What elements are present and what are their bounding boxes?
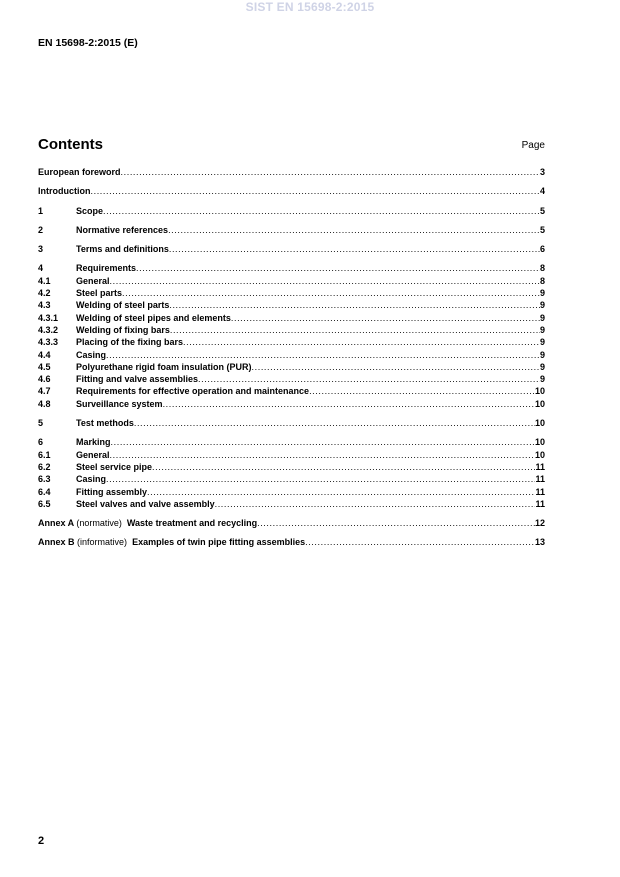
toc-entry-page: 10 [534,418,545,429]
toc-entry-4-4[interactable] [38,349,545,361]
toc-entry-number: 4.6 [38,374,51,385]
toc-leader-dots [163,398,535,410]
toc-entry-number: 6 [38,437,44,448]
toc-leader-dots [169,243,540,255]
toc-entry-6[interactable] [38,436,545,448]
annex-qualifier: (informative) [77,537,128,548]
toc-entry-title: Terms and definitions [76,244,169,255]
toc-entry-number: 6.5 [38,498,51,509]
toc-entry-number: 4.3 [38,300,51,311]
toc-entry-introduction[interactable] [38,185,545,197]
toc-leader-dots [110,275,540,287]
toc-leader-dots [106,349,540,361]
toc-entry-number: 4.5 [38,361,51,372]
document-identifier: EN 15698-2:2015 (E) [38,37,138,49]
toc-entry-title: Placing of the fixing bars [76,337,184,348]
toc-entry-4[interactable] [38,262,545,274]
toc-entry-title: Steel parts [76,288,123,299]
toc-entry-page: 11 [535,474,545,485]
toc-entry-page: 9 [539,288,545,299]
toc-entry-6-1[interactable] [38,449,545,461]
toc-entry-6-2[interactable] [38,461,545,473]
toc-entry-page: 11 [535,486,545,497]
toc-entry-4-1[interactable] [38,275,545,287]
toc-entry-number: 6.2 [38,461,51,472]
toc-entry-page: 9 [539,349,545,360]
toc-entry-page: 9 [539,300,545,311]
toc-leader-dots [91,185,540,197]
table-of-contents [38,166,545,549]
toc-entry-4-8[interactable] [38,398,545,410]
contents-heading: Contents [38,136,103,153]
page-column-label: Page [521,140,545,151]
toc-entry-6-4[interactable] [38,486,545,498]
toc-entry-4-3-2[interactable] [38,324,545,336]
toc-entry-4-3-3[interactable] [38,336,545,348]
toc-entry-4-7[interactable] [38,385,545,397]
toc-leader-dots [252,361,540,373]
toc-entry-number: 2 [38,224,44,235]
toc-entry-number: 4.3.1 [38,312,59,323]
toc-entry-number: 5 [38,418,44,429]
toc-leader-dots [305,536,535,548]
toc-entry-page: 8 [539,275,545,286]
toc-entry-title: Requirements for effective operation and maintenance [76,386,310,397]
toc-entry-number: 6.4 [38,486,51,497]
toc-entry-4-6[interactable] [38,373,545,385]
toc-entry-title: General [76,275,110,286]
toc-entry-title: Marking [76,437,111,448]
toc-entry-page: 9 [539,337,545,348]
toc-entry-page: 12 [534,518,545,529]
toc-leader-dots [183,336,540,348]
toc-entry-number: 4.3.3 [38,337,59,348]
toc-entry-title [38,536,305,548]
toc-entry-number: 4.7 [38,386,51,397]
toc-entry-3[interactable] [38,243,545,255]
annex-title: Examples of twin pipe fitting assemblies [132,537,306,548]
toc-entry-title: Welding of steel parts [76,300,170,311]
toc-entry-number: 4.4 [38,349,51,360]
watermark: SIST EN 15698-2:2015 [245,0,375,14]
toc-entry-page: 13 [534,537,545,548]
toc-entry-page: 6 [539,244,545,255]
toc-entry-4-2[interactable] [38,287,545,299]
toc-entry-1[interactable] [38,205,545,217]
toc-entry-page: 11 [535,461,545,472]
toc-entry-number: 4.3.2 [38,324,59,335]
toc-leader-dots [111,436,535,448]
toc-entry-title: Fitting assembly [76,486,148,497]
toc-entry-title [38,517,257,529]
toc-leader-dots [169,299,540,311]
annex-label: Annex A [38,518,74,529]
toc-entry-title: Welding of fixing bars [76,324,170,335]
toc-entry-number: 4.8 [38,398,51,409]
toc-entry-title: Normative references [76,224,169,235]
toc-entry-title: Polyurethane rigid foam insulation (PUR) [76,361,252,372]
toc-entry-annex-b[interactable] [38,536,545,548]
toc-entry-page: 9 [539,324,545,335]
toc-entry-page: 8 [539,263,545,274]
toc-entry-page: 10 [534,386,545,397]
toc-entry-number: 3 [38,244,44,255]
toc-entry-2[interactable] [38,224,545,236]
toc-leader-dots [152,461,535,473]
toc-entry-page: 5 [539,205,545,216]
toc-entry-title: Requirements [76,263,137,274]
annex-label: Annex B [38,537,75,548]
toc-leader-dots [147,486,535,498]
toc-entry-number: 6.3 [38,474,51,485]
toc-entry-foreword[interactable] [38,166,545,178]
toc-entry-title: Introduction [38,186,91,197]
toc-entry-title: Steel valves and valve assembly [76,498,215,509]
toc-entry-5[interactable] [38,417,545,429]
toc-leader-dots [103,205,540,217]
toc-leader-dots [215,498,536,510]
toc-entry-title: Scope [76,205,104,216]
toc-entry-number: 4.2 [38,288,51,299]
toc-leader-dots [110,449,535,461]
toc-entry-title: Steel service pipe [76,461,153,472]
toc-entry-6-5[interactable] [38,498,545,510]
toc-entry-title: Surveillance system [76,398,163,409]
toc-leader-dots [168,224,540,236]
toc-entry-title: European foreword [38,167,121,177]
toc-entry-number: 1 [38,205,44,216]
toc-entry-title: Casing [76,349,107,360]
toc-entry-number: 4 [38,263,44,274]
toc-entry-title: Fitting and valve assemblies [76,374,199,385]
toc-entry-page: 9 [539,312,545,323]
toc-entry-title: Casing [76,474,107,485]
annex-qualifier: (normative) [76,518,122,529]
toc-entry-6-3[interactable] [38,473,545,485]
toc-leader-dots [198,373,540,385]
annex-title: Waste treatment and recycling [126,518,258,529]
toc-entry-page: 3 [539,167,545,177]
toc-leader-dots [170,324,540,336]
toc-entry-number: 6.1 [38,449,51,460]
toc-entry-page: 10 [534,398,545,409]
toc-entry-title: Welding of steel pipes and elements [76,312,231,323]
toc-entry-page: 9 [539,374,545,385]
toc-entry-annex-a[interactable] [38,517,545,529]
toc-leader-dots [257,517,535,529]
toc-entry-number: 4.1 [38,275,51,286]
toc-leader-dots [122,287,540,299]
toc-entry-page: 10 [534,437,545,448]
toc-entry-page: 9 [539,361,545,372]
toc-leader-dots [136,262,540,274]
toc-entry-title: Test methods [76,418,134,429]
toc-entry-page: 11 [535,498,545,509]
toc-entry-4-3-1[interactable] [38,312,545,324]
toc-leader-dots [231,312,540,324]
toc-leader-dots [134,417,535,429]
toc-entry-title: General [76,449,110,460]
toc-leader-dots [106,473,535,485]
toc-entry-page: 4 [539,186,545,197]
toc-entry-4-5[interactable] [38,361,545,373]
toc-leader-dots [309,385,535,397]
toc-leader-dots [121,166,540,178]
toc-entry-4-3[interactable] [38,299,545,311]
toc-entry-page: 5 [539,224,545,235]
page-number: 2 [38,835,45,847]
toc-entry-page: 10 [534,449,545,460]
